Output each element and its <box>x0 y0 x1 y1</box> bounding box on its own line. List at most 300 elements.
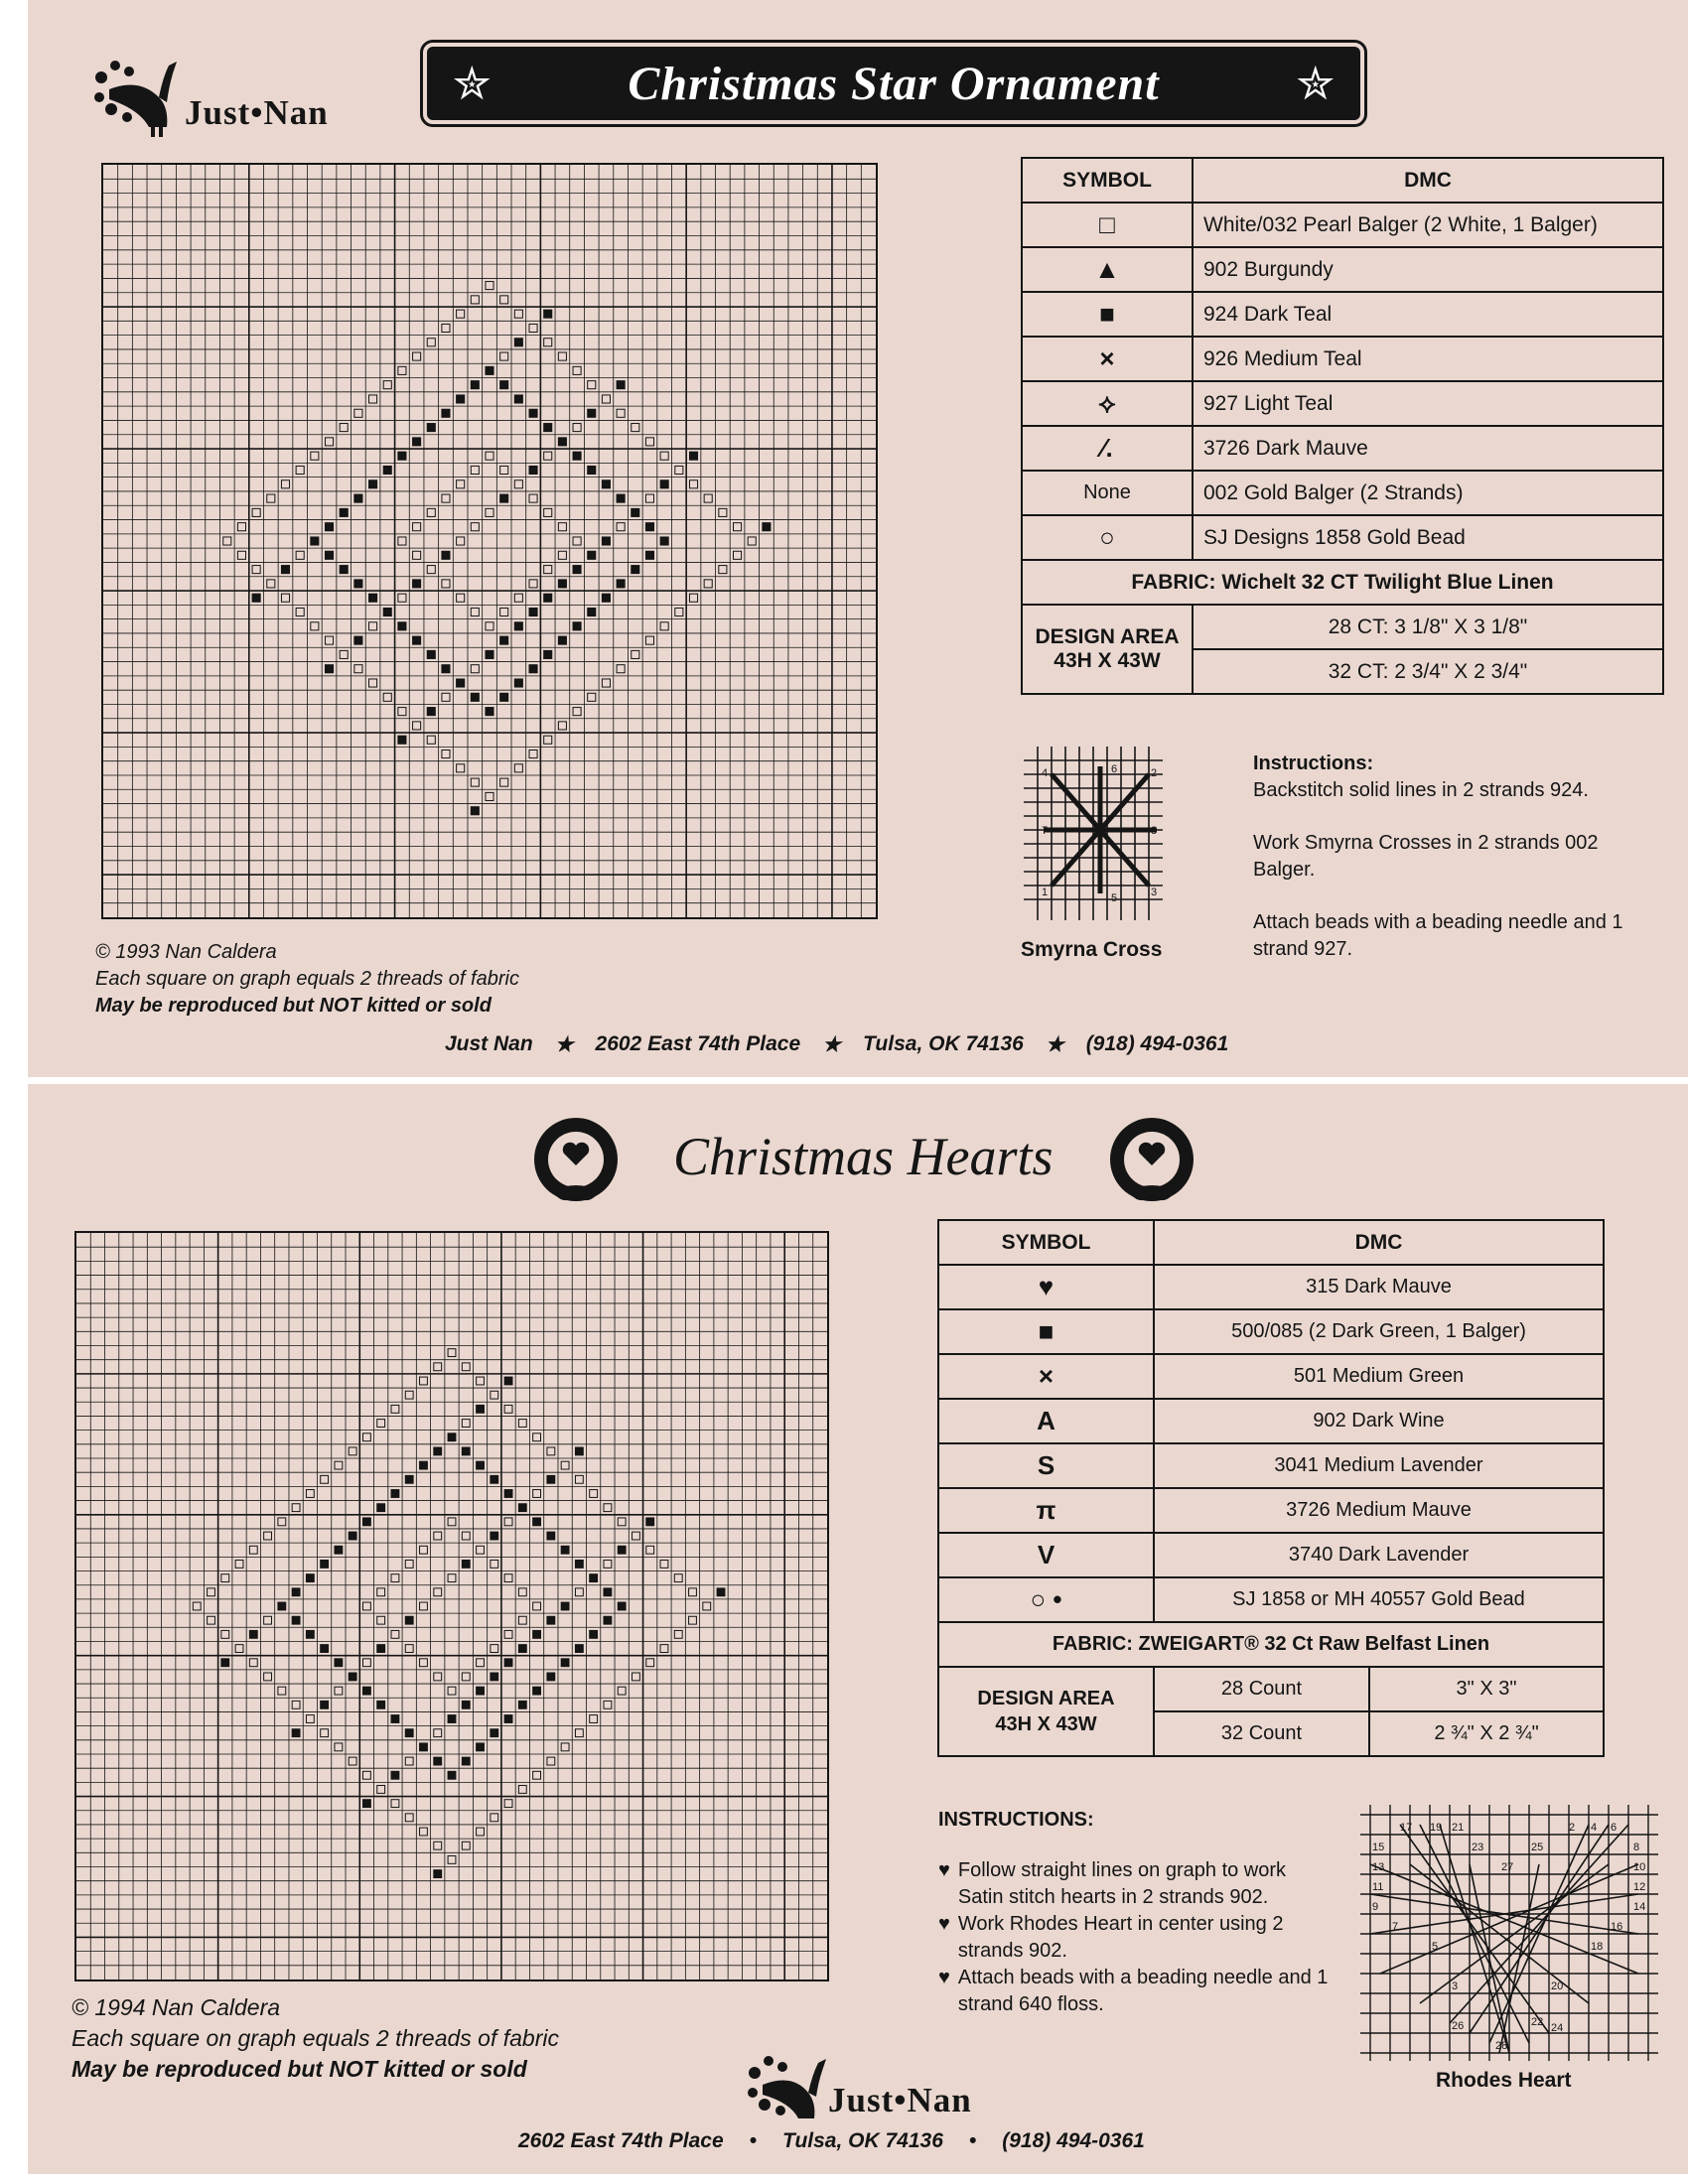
stitch-mark <box>514 622 522 630</box>
dmc-cell: White/032 Pearl Balger (2 White, 1 Balger) <box>1193 203 1663 247</box>
stitch-mark <box>208 1588 215 1596</box>
stitch-mark <box>398 366 406 374</box>
stitch-mark <box>518 1645 526 1653</box>
stitch-mark <box>264 1616 272 1624</box>
dmc-cell: 902 Dark Wine <box>1154 1399 1604 1443</box>
stitch-mark <box>235 1645 243 1653</box>
stitch-mark <box>383 693 391 701</box>
stitch-mark <box>434 1673 442 1681</box>
stitch-mark <box>617 523 625 531</box>
instructions <box>1253 751 1660 963</box>
peacock-logo-icon <box>743 2047 832 2126</box>
fabric-row <box>1022 560 1663 605</box>
diagram-number: 15 <box>1372 1842 1385 1853</box>
stitch-mark <box>763 523 771 531</box>
footer-phone: (918) 494-0361 <box>1002 2129 1145 2152</box>
stitch-mark <box>514 339 522 346</box>
stitch-mark <box>405 1561 413 1569</box>
stitch-mark <box>529 324 537 332</box>
table-header-row <box>1022 158 1663 203</box>
stitch-mark <box>457 310 465 318</box>
stitch-mark <box>296 608 304 615</box>
stitch-mark <box>645 636 653 644</box>
stitch-mark <box>558 352 566 360</box>
stitch-mark <box>442 551 450 559</box>
stitch-mark <box>675 466 683 474</box>
stitch-mark <box>471 778 479 786</box>
diagram-number: 20 <box>1551 1980 1564 1992</box>
stitch-mark <box>477 1405 485 1413</box>
fabric-row <box>938 1622 1604 1667</box>
stitch-mark <box>544 566 552 574</box>
stitch-mark <box>588 381 596 389</box>
stitch-mark <box>349 1673 356 1681</box>
stitch-mark <box>529 409 537 417</box>
diagram-number: 27 <box>1501 1861 1514 1873</box>
dmc-cell: 924 Dark Teal <box>1193 292 1663 337</box>
stitch-mark <box>529 665 537 673</box>
stitch-mark <box>500 296 508 304</box>
stitch-mark <box>377 1504 385 1512</box>
stitch-mark <box>544 424 552 432</box>
diagram-label: Rhodes Heart <box>1436 2069 1572 2092</box>
stitch-mark <box>383 608 391 615</box>
stitch-mark <box>529 494 537 502</box>
stitch-mark <box>462 1363 470 1371</box>
stitch-mark <box>590 1715 598 1723</box>
stitch-mark <box>704 580 712 588</box>
diagram-number: 25 <box>1531 1842 1544 1853</box>
diagram-number: 7 <box>1042 825 1049 837</box>
rhodes-heart-icon <box>1360 1805 1658 2063</box>
stitch-mark <box>617 494 625 502</box>
stitch-mark <box>354 494 362 502</box>
stitch-mark <box>448 1715 456 1723</box>
stitch-mark <box>398 452 406 460</box>
symbol-cell: A <box>938 1399 1154 1443</box>
stitch-mark <box>325 636 333 644</box>
stitch-mark <box>504 1518 512 1526</box>
stitch-mark <box>645 551 653 559</box>
stitch-mark <box>405 1391 413 1399</box>
stitch-mark <box>311 452 319 460</box>
stitch-mark <box>588 608 596 615</box>
stitch-mark <box>514 310 522 318</box>
stitch-mark <box>457 395 465 403</box>
stitch-mark <box>558 636 566 644</box>
stitch-mark <box>547 1616 555 1624</box>
stitch-mark <box>193 1602 201 1610</box>
stitch-mark <box>633 1673 640 1681</box>
symbol-cell: × <box>938 1354 1154 1399</box>
stitch-mark <box>561 1461 569 1469</box>
stitch-mark <box>434 1532 442 1540</box>
stitch-mark <box>491 1561 498 1569</box>
graph-note: Each square on graph equals 2 threads of fabric <box>95 968 519 990</box>
stitch-mark <box>369 679 377 687</box>
stitch-mark <box>420 1743 428 1751</box>
dmc-cell: 002 Gold Balger (2 Strands) <box>1193 471 1663 515</box>
diagram-number: 14 <box>1633 1901 1646 1913</box>
stitch-mark <box>575 1588 583 1596</box>
count-cell: 32 Count <box>1154 1711 1369 1756</box>
instruction-item <box>938 1965 1336 2018</box>
stitch-mark <box>405 1814 413 1822</box>
stitch-mark <box>335 1687 343 1695</box>
stitch-mark <box>617 409 625 417</box>
stitch-mark <box>645 494 653 502</box>
stitch-mark <box>689 594 697 602</box>
stitch-mark <box>462 1673 470 1681</box>
diagram-number: 24 <box>1551 2022 1564 2034</box>
stitch-mark <box>504 1800 512 1808</box>
instruction-line: Backstitch solid lines in 2 strands 924. <box>1253 779 1589 801</box>
stitch-mark <box>689 452 697 460</box>
table-row <box>938 1309 1604 1354</box>
symbol-cell: ▲ <box>1022 247 1193 292</box>
stitch-mark <box>208 1616 215 1624</box>
stitch-mark <box>477 1828 485 1836</box>
stitch-mark <box>719 566 727 574</box>
stitch-mark <box>604 1504 612 1512</box>
stitch-mark <box>533 1687 541 1695</box>
stitch-mark <box>325 438 333 446</box>
table-row <box>1022 203 1663 247</box>
stitch-mark <box>369 594 377 602</box>
stitch-mark <box>533 1433 541 1441</box>
stitch-mark <box>335 1659 343 1667</box>
chart-grid-svg <box>76 1233 827 1979</box>
stitch-mark <box>533 1771 541 1779</box>
stitch-mark <box>377 1616 385 1624</box>
dmc-cell: 500/085 (2 Dark Green, 1 Balger) <box>1154 1309 1604 1354</box>
stitch-mark <box>703 1602 711 1610</box>
stitch-mark <box>477 1687 485 1695</box>
stitch-mark <box>252 566 260 574</box>
stitch-mark <box>486 282 493 290</box>
stitch-mark <box>420 1602 428 1610</box>
stitch-mark <box>249 1659 257 1667</box>
design-area-cell <box>938 1667 1154 1756</box>
design-area-size: 43H X 43W <box>1054 649 1161 672</box>
stitch-mark <box>602 480 610 488</box>
just-nan-logo <box>743 2047 1041 2126</box>
heart-bullet-icon: ♥ <box>938 1859 950 1881</box>
stitch-mark <box>500 494 508 502</box>
stitch-mark <box>529 750 537 757</box>
stitch-mark <box>292 1701 300 1708</box>
diagram-number: 21 <box>1452 1822 1465 1834</box>
stitch-mark <box>486 452 493 460</box>
stitch-mark <box>486 366 493 374</box>
instructions-heading: INSTRUCTIONS: <box>938 1809 1094 1831</box>
stitch-mark <box>558 551 566 559</box>
stitch-mark <box>618 1602 626 1610</box>
stitch-mark <box>442 580 450 588</box>
size-cell: 28 CT: 3 1/8" X 3 1/8" <box>1193 605 1663 649</box>
stitch-mark <box>734 523 742 531</box>
separator-dot: • <box>749 2129 757 2152</box>
stitch-mark <box>237 551 245 559</box>
stitch-mark <box>618 1546 626 1554</box>
stitch-mark <box>518 1420 526 1428</box>
stitch-mark <box>448 1855 456 1863</box>
dmc-cell: 3726 Medium Mauve <box>1154 1488 1604 1533</box>
symbol-cell: ○ <box>1022 515 1193 560</box>
diagram-number: 5 <box>1432 1941 1439 1953</box>
stitch-mark <box>420 1377 428 1385</box>
stitch-mark <box>533 1490 541 1498</box>
stitch-mark <box>405 1757 413 1765</box>
instruction-item <box>938 1857 1336 1911</box>
stitch-mark <box>427 424 435 432</box>
diagram-number: 4 <box>1042 767 1049 779</box>
stitch-mark <box>223 537 231 545</box>
stitch-mark <box>604 1561 612 1569</box>
graph-note: Each square on graph equals 2 threads of fabric <box>71 2025 559 2051</box>
stitch-mark <box>561 1743 569 1751</box>
star-ornament-card <box>28 0 1688 1077</box>
symbol-cell: ■ <box>1022 292 1193 337</box>
stitch-mark <box>477 1659 485 1667</box>
diagram-number: 6 <box>1611 1822 1618 1834</box>
symbol-header: SYMBOL <box>938 1220 1154 1265</box>
stitch-mark <box>646 1659 654 1667</box>
stitch-mark <box>674 1630 682 1638</box>
heart-wreath-icon <box>1092 1110 1211 1209</box>
stitch-mark <box>405 1645 413 1653</box>
stitch-mark <box>748 537 756 545</box>
stitch-mark <box>420 1659 428 1667</box>
title-banner <box>427 47 1360 120</box>
stitch-mark <box>398 537 406 545</box>
diagram-number: 4 <box>1591 1822 1598 1834</box>
stitch-mark <box>434 1757 442 1765</box>
stitch-mark <box>278 1602 286 1610</box>
stitch-mark <box>362 1659 370 1667</box>
diagram-label: Smyrna Cross <box>1021 938 1163 961</box>
stitch-mark <box>306 1630 314 1638</box>
footer-address: 2602 East 74th Place <box>518 2129 724 2152</box>
page-title: Christmas Hearts <box>673 1127 1054 1186</box>
stitch-mark <box>434 1729 442 1737</box>
stitch-mark <box>618 1518 626 1526</box>
diagram-number: 3 <box>1151 887 1158 898</box>
table-row <box>1022 426 1663 471</box>
stitch-mark <box>221 1659 229 1667</box>
stitch-mark <box>325 665 333 673</box>
diagram-number: 16 <box>1611 1921 1623 1933</box>
diagram-number: 2 <box>1569 1822 1576 1834</box>
diagram-number: 10 <box>1633 1861 1646 1873</box>
copyright: © 1994 Nan Caldera <box>71 1994 281 2020</box>
stitch-mark <box>504 1659 512 1667</box>
stitch-mark <box>221 1574 229 1582</box>
instruction-text: Follow straight lines on graph to work Satin stitch hearts in 2 strands 902. <box>957 1859 1287 1908</box>
stitch-mark <box>675 608 683 615</box>
footer <box>518 2129 1145 2153</box>
table-row <box>938 1354 1604 1399</box>
stitch-mark <box>442 665 450 673</box>
instructions <box>938 1807 1336 2018</box>
stitch-mark <box>278 1687 286 1695</box>
stitch-mark <box>335 1461 343 1469</box>
stitch-mark <box>514 480 522 488</box>
stitch-mark <box>442 494 450 502</box>
stitch-mark <box>544 594 552 602</box>
stitch-mark <box>547 1532 555 1540</box>
stitch-mark <box>296 551 304 559</box>
stitch-mark <box>457 594 465 602</box>
stitch-mark <box>448 1433 456 1441</box>
stitch-mark <box>391 1630 399 1638</box>
stitch-mark <box>281 480 289 488</box>
stitch-mark <box>660 1561 668 1569</box>
stitch-mark <box>573 452 581 460</box>
stitch-mark <box>442 409 450 417</box>
stitch-mark <box>514 764 522 772</box>
stitch-mark <box>311 537 319 545</box>
dmc-header: DMC <box>1154 1220 1604 1265</box>
instruction-line: Work Smyrna Crosses in 2 strands 002 Balger. <box>1253 832 1599 881</box>
stitch-mark <box>602 537 610 545</box>
stitch-mark <box>362 1800 370 1808</box>
heart-bullet-icon: ♥ <box>938 1913 950 1935</box>
stitch-mark <box>369 622 377 630</box>
color-key-table <box>937 1219 1605 1757</box>
stitch-mark <box>604 1588 612 1596</box>
stitch-mark <box>477 1377 485 1385</box>
diagram-number: 8 <box>1633 1842 1640 1853</box>
diagram-number: 11 <box>1372 1881 1384 1893</box>
stitch-mark <box>544 310 552 318</box>
stitch-mark <box>477 1461 485 1469</box>
stitch-mark <box>369 480 377 488</box>
stitch-mark <box>518 1588 526 1596</box>
stitch-mark <box>413 352 421 360</box>
stitch-mark <box>547 1757 555 1765</box>
stitch-mark <box>486 708 493 716</box>
diagram-number: 5 <box>1111 892 1118 904</box>
dmc-cell: 902 Burgundy <box>1193 247 1663 292</box>
design-area-size: 43H X 43W <box>995 1713 1097 1735</box>
stitch-mark <box>264 1673 272 1681</box>
stitch-mark <box>533 1518 541 1526</box>
stitch-mark <box>646 1546 654 1554</box>
stitch-mark <box>413 636 421 644</box>
stitch-mark <box>518 1504 526 1512</box>
stitch-mark <box>632 650 639 658</box>
stitch-mark <box>504 1630 512 1638</box>
stitch-mark <box>340 650 348 658</box>
stitch-mark <box>383 381 391 389</box>
stitch-mark <box>442 750 450 757</box>
design-area-row <box>1022 605 1663 649</box>
design-area-cell <box>1022 605 1193 694</box>
stitch-mark <box>717 1588 725 1596</box>
stitch-mark <box>442 693 450 701</box>
stitch-mark <box>604 1701 612 1708</box>
symbol-cell: S <box>938 1443 1154 1488</box>
dmc-cell: 926 Medium Teal <box>1193 337 1663 381</box>
separator-dot: • <box>968 2129 977 2152</box>
stitch-mark <box>362 1433 370 1441</box>
diagram-number: 8 <box>1151 825 1158 837</box>
stitch-mark <box>514 594 522 602</box>
stitch-mark <box>500 636 508 644</box>
diagram-number: 19 <box>1430 1822 1443 1834</box>
stitch-mark <box>617 580 625 588</box>
stitch-mark <box>575 1561 583 1569</box>
stitch-mark <box>362 1518 370 1526</box>
stitch-mark <box>349 1757 356 1765</box>
stitch-mark <box>462 1757 470 1765</box>
stitch-mark <box>462 1842 470 1849</box>
stitch-mark <box>462 1561 470 1569</box>
stitch-mark <box>500 352 508 360</box>
fabric-cell: FABRIC: ZWEIGART® 32 Ct Raw Belfast Linen <box>938 1622 1604 1667</box>
stitch-mark <box>340 424 348 432</box>
stitch-mark <box>646 1518 654 1526</box>
symbol-cell: ⁄. <box>1022 426 1193 471</box>
symbol-cell: ♥ <box>938 1265 1154 1309</box>
stitch-mark <box>306 1490 314 1498</box>
stitch-mark <box>689 480 697 488</box>
stitch-mark <box>558 523 566 531</box>
stitch-mark <box>674 1574 682 1582</box>
stitch-mark <box>491 1391 498 1399</box>
stitch-mark <box>413 523 421 531</box>
symbol-header: SYMBOL <box>1022 158 1193 203</box>
stitch-mark <box>471 296 479 304</box>
count-cell: 28 Count <box>1154 1667 1369 1711</box>
cross-stitch-chart <box>74 1231 829 1981</box>
stitch-mark <box>533 1602 541 1610</box>
stitch-mark <box>448 1687 456 1695</box>
stitch-mark <box>335 1743 343 1751</box>
stitch-mark <box>660 452 668 460</box>
stitch-mark <box>660 537 668 545</box>
chart-grid-svg <box>103 165 876 917</box>
stitch-mark <box>237 523 245 531</box>
stitch-mark <box>544 650 552 658</box>
stitch-mark <box>457 764 465 772</box>
table-row <box>1022 292 1663 337</box>
stitch-mark <box>340 566 348 574</box>
star-icon: ✮ <box>453 58 492 109</box>
diagram-number: 22 <box>1531 2016 1544 2028</box>
stitch-mark <box>391 1771 399 1779</box>
design-area-label: DESIGN AREA <box>977 1688 1115 1709</box>
symbol-cell: None <box>1022 471 1193 515</box>
stitch-mark <box>604 1616 612 1624</box>
table-row <box>938 1443 1604 1488</box>
stitch-mark <box>529 466 537 474</box>
logo-text: Just•Nan <box>185 93 329 132</box>
stitch-mark <box>561 1659 569 1667</box>
copyright: © 1993 Nan Caldera <box>95 941 277 963</box>
stitch-mark <box>547 1447 555 1455</box>
stitch-mark <box>500 466 508 474</box>
size-cell: 2 ¾" X 2 ¾" <box>1369 1711 1604 1756</box>
stitch-mark <box>504 1715 512 1723</box>
stitch-mark <box>544 452 552 460</box>
stitch-mark <box>588 409 596 417</box>
stitch-mark <box>561 1602 569 1610</box>
stitch-mark <box>377 1588 385 1596</box>
stitch-mark <box>335 1546 343 1554</box>
instruction-text: Work Rhodes Heart in center using 2 strands 902. <box>957 1913 1284 1962</box>
